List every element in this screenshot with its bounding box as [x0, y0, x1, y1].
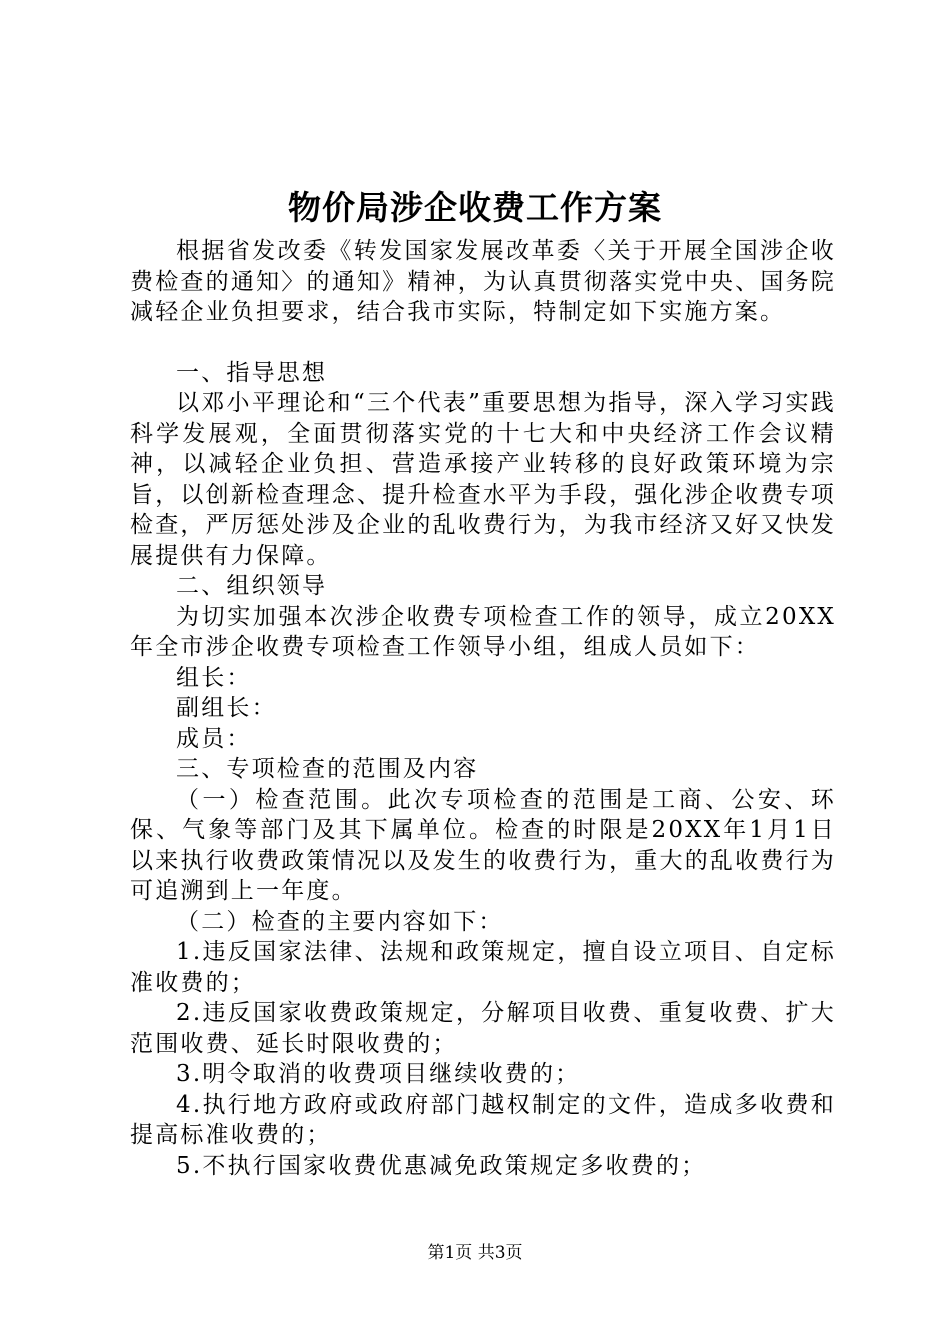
list-item: 4.执行地方政府或政府部门越权制定的文件，造成多收费和提高标准收费的；	[130, 1091, 836, 1148]
members-line: 成员：	[176, 725, 252, 752]
document-title: 物价局涉企收费工作方案	[288, 188, 662, 227]
list-item: 5.不执行国家收费优惠减免政策规定多收费的；	[176, 1152, 707, 1179]
list-item: 1.违反国家法律、法规和政策规定，擅自设立项目、自定标准收费的；	[130, 939, 836, 996]
page-number: 第1页 共3页	[427, 1243, 523, 1263]
content-subheading: （二）检查的主要内容如下：	[176, 908, 504, 935]
guiding-thought-paragraph: 以邓小平理论和“三个代表”重要思想为指导，深入学习实践科学发展观，全面贯彻落实党的十七大和中央经济工作会议精神，以减轻企业负担、营造承接产业转移的良好政策环境为宗旨，以创新检查理念、提升检查水平为手段，强化涉企收费专项检查，严厉惩处涉及企业的乱收费行为，为我市经济又好又快发展提供有力保障。	[130, 390, 836, 569]
leader-line: 组长：	[176, 664, 252, 691]
intro-paragraph: 根据省发改委《转发国家发展改革委〈关于开展全国涉企收费检查的通知〉的通知》精神，为认真贯彻落实党中央、国务院减轻企业负担要求，结合我市实际，特制定如下实施方案。	[130, 238, 836, 325]
scope-paragraph: （一）检查范围。此次专项检查的范围是工商、公安、环保、气象等部门及其下属单位。检查的时限是20XX年1月1日以来执行收费政策情况以及发生的收费行为，重大的乱收费行为可追溯到上一年度。	[130, 786, 836, 904]
section-heading-guiding-thought: 一、指导思想	[176, 359, 328, 386]
section-heading-organization: 二、组织领导	[176, 573, 328, 599]
list-item: 2.违反国家收费政策规定，分解项目收费、重复收费、扩大范围收费、延长时限收费的；	[130, 1000, 836, 1057]
section-heading-scope: 三、专项检查的范围及内容	[176, 756, 479, 782]
organization-paragraph: 为切实加强本次涉企收费专项检查工作的领导，成立20XX年全市涉企收费专项检查工作领导小组，组成人员如下：	[130, 603, 836, 660]
document-body	[130, 236, 836, 1181]
list-item: 3.明令取消的收费项目继续收费的；	[176, 1061, 581, 1087]
deputy-leader-line: 副组长：	[176, 695, 277, 721]
